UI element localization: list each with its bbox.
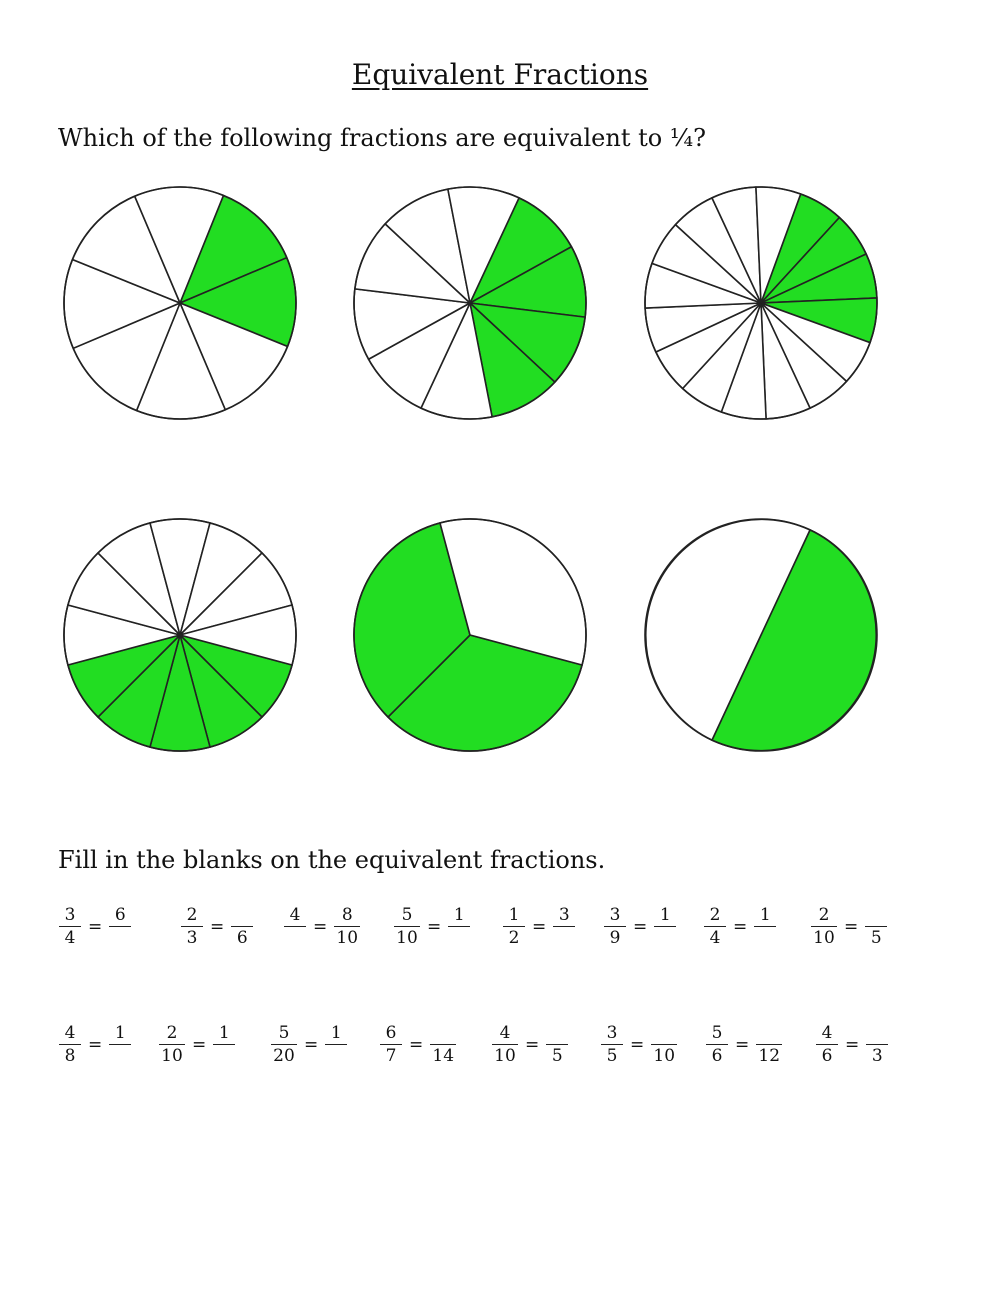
right-fraction-numerator: 1 xyxy=(114,1023,126,1043)
left-fraction-numerator: 4 xyxy=(821,1023,833,1043)
left-fraction xyxy=(501,904,527,949)
left-fraction xyxy=(57,904,83,949)
left-fraction-denominator: 4 xyxy=(64,928,76,948)
equation xyxy=(500,904,578,949)
left-fraction-denominator: 10 xyxy=(161,1046,183,1066)
right-fraction-numerator[interactable] xyxy=(547,1022,567,1044)
right-fraction-numerator[interactable] xyxy=(759,1022,779,1044)
equation xyxy=(391,904,473,949)
left-fraction xyxy=(809,904,839,949)
left-fraction-numerator: 2 xyxy=(166,1023,178,1043)
equation xyxy=(701,904,779,949)
equals-sign: = xyxy=(525,1034,540,1055)
left-fraction-denominator[interactable] xyxy=(285,927,305,949)
right-fraction xyxy=(107,904,133,949)
equation xyxy=(813,1022,891,1067)
right-fraction xyxy=(652,904,678,949)
left-fraction-denominator: 8 xyxy=(64,1046,76,1066)
equation xyxy=(377,1022,459,1067)
right-fraction xyxy=(551,904,577,949)
question-text: Which of the following fractions are equivalent to ¼? xyxy=(58,124,706,152)
right-fraction-denominator[interactable] xyxy=(554,927,574,949)
left-fraction-denominator: 5 xyxy=(606,1046,618,1066)
equals-sign: = xyxy=(532,916,547,937)
page-title: Equivalent Fractions xyxy=(351,58,649,91)
left-fraction-denominator: 3 xyxy=(186,928,198,948)
pie-2 xyxy=(354,187,586,419)
left-fraction xyxy=(282,904,308,949)
equation xyxy=(178,904,256,949)
equation xyxy=(489,1022,571,1067)
right-fraction-denominator[interactable] xyxy=(110,1045,130,1067)
right-fraction xyxy=(649,1022,679,1067)
left-fraction-numerator: 1 xyxy=(508,905,520,925)
equation xyxy=(268,1022,350,1067)
right-fraction-denominator: 3 xyxy=(871,1046,883,1066)
left-fraction-numerator: 4 xyxy=(289,905,301,925)
pie-6 xyxy=(645,519,877,751)
equals-sign: = xyxy=(409,1034,424,1055)
right-fraction-numerator: 1 xyxy=(218,1023,230,1043)
right-fraction xyxy=(544,1022,570,1067)
left-fraction-numerator: 3 xyxy=(609,905,621,925)
right-fraction-numerator[interactable] xyxy=(867,1022,887,1044)
equals-sign: = xyxy=(630,1034,645,1055)
left-fraction-numerator: 5 xyxy=(401,905,413,925)
pie-5 xyxy=(354,519,586,751)
equals-sign: = xyxy=(844,916,859,937)
right-fraction-denominator[interactable] xyxy=(655,927,675,949)
left-fraction-denominator: 10 xyxy=(396,928,418,948)
right-fraction-numerator: 1 xyxy=(759,905,771,925)
right-fraction xyxy=(107,1022,133,1067)
equals-sign: = xyxy=(633,916,648,937)
left-fraction xyxy=(57,1022,83,1067)
equation xyxy=(703,1022,785,1067)
left-fraction-denominator: 10 xyxy=(494,1046,516,1066)
left-fraction xyxy=(602,904,628,949)
equals-sign: = xyxy=(845,1034,860,1055)
left-fraction xyxy=(179,904,205,949)
equation xyxy=(601,904,679,949)
right-fraction-denominator[interactable] xyxy=(449,927,469,949)
right-fraction-denominator[interactable] xyxy=(214,1045,234,1067)
right-fraction-numerator: 1 xyxy=(330,1023,342,1043)
right-fraction-numerator[interactable] xyxy=(654,1022,674,1044)
right-fraction-denominator[interactable] xyxy=(755,927,775,949)
right-fraction-denominator[interactable] xyxy=(110,927,130,949)
equals-sign: = xyxy=(88,916,103,937)
left-fraction-numerator: 4 xyxy=(499,1023,511,1043)
right-fraction-denominator: 6 xyxy=(236,928,248,948)
right-fraction-numerator: 1 xyxy=(453,905,465,925)
equals-sign: = xyxy=(427,916,442,937)
right-fraction xyxy=(754,1022,784,1067)
left-fraction-numerator: 4 xyxy=(64,1023,76,1043)
right-fraction-denominator: 5 xyxy=(551,1046,563,1066)
pie-diagrams xyxy=(0,170,1000,790)
left-fraction xyxy=(702,904,728,949)
left-fraction-denominator: 6 xyxy=(711,1046,723,1066)
right-fraction-numerator[interactable] xyxy=(866,904,886,926)
left-fraction xyxy=(269,1022,299,1067)
left-fraction-numerator: 2 xyxy=(818,905,830,925)
left-fraction xyxy=(814,1022,840,1067)
left-fraction-denominator: 2 xyxy=(508,928,520,948)
left-fraction-numerator: 5 xyxy=(278,1023,290,1043)
right-fraction xyxy=(864,1022,890,1067)
left-fraction-denominator: 9 xyxy=(609,928,621,948)
left-fraction xyxy=(490,1022,520,1067)
equals-sign: = xyxy=(733,916,748,937)
left-fraction-numerator: 6 xyxy=(385,1023,397,1043)
left-fraction-denominator: 7 xyxy=(385,1046,397,1066)
equals-sign: = xyxy=(313,916,328,937)
left-fraction xyxy=(704,1022,730,1067)
right-fraction-numerator[interactable] xyxy=(232,904,252,926)
left-fraction-numerator: 2 xyxy=(186,905,198,925)
right-fraction xyxy=(323,1022,349,1067)
right-fraction-denominator: 10 xyxy=(336,928,359,948)
right-fraction-numerator: 6 xyxy=(114,905,126,925)
equation xyxy=(281,904,363,949)
equation xyxy=(808,904,890,949)
left-fraction-denominator: 20 xyxy=(273,1046,295,1066)
left-fraction-denominator: 10 xyxy=(813,928,835,948)
equals-sign: = xyxy=(304,1034,319,1055)
equation xyxy=(156,1022,238,1067)
right-fraction-denominator: 12 xyxy=(758,1046,781,1066)
left-fraction-numerator: 3 xyxy=(606,1023,618,1043)
left-fraction-numerator: 2 xyxy=(709,905,721,925)
pie-3 xyxy=(645,187,877,419)
left-fraction-numerator: 3 xyxy=(64,905,76,925)
right-fraction xyxy=(229,904,255,949)
left-fraction xyxy=(157,1022,187,1067)
equals-sign: = xyxy=(210,916,225,937)
equation xyxy=(598,1022,680,1067)
left-fraction-denominator: 6 xyxy=(821,1046,833,1066)
right-fraction-numerator: 1 xyxy=(659,905,671,925)
right-fraction-denominator: 5 xyxy=(870,928,882,948)
right-fraction-denominator: 14 xyxy=(432,1046,455,1066)
right-fraction xyxy=(863,904,889,949)
right-fraction xyxy=(332,904,362,949)
equation xyxy=(56,904,134,949)
left-fraction xyxy=(599,1022,625,1067)
equals-sign: = xyxy=(192,1034,207,1055)
equals-sign: = xyxy=(735,1034,750,1055)
equals-sign: = xyxy=(88,1034,103,1055)
left-fraction xyxy=(392,904,422,949)
right-fraction xyxy=(428,1022,458,1067)
pie-1 xyxy=(64,187,296,419)
instruction-text: Fill in the blanks on the equivalent fractions. xyxy=(58,846,606,874)
right-fraction xyxy=(446,904,472,949)
pie-4 xyxy=(64,519,296,751)
left-fraction-numerator: 5 xyxy=(711,1023,723,1043)
right-fraction-numerator: 8 xyxy=(341,905,353,925)
right-fraction-numerator[interactable] xyxy=(433,1022,453,1044)
right-fraction xyxy=(211,1022,237,1067)
right-fraction-denominator[interactable] xyxy=(326,1045,346,1067)
right-fraction xyxy=(752,904,778,949)
right-fraction-numerator: 3 xyxy=(558,905,570,925)
left-fraction-denominator: 4 xyxy=(709,928,721,948)
right-fraction-denominator: 10 xyxy=(653,1046,676,1066)
equation xyxy=(56,1022,134,1067)
left-fraction xyxy=(378,1022,404,1067)
